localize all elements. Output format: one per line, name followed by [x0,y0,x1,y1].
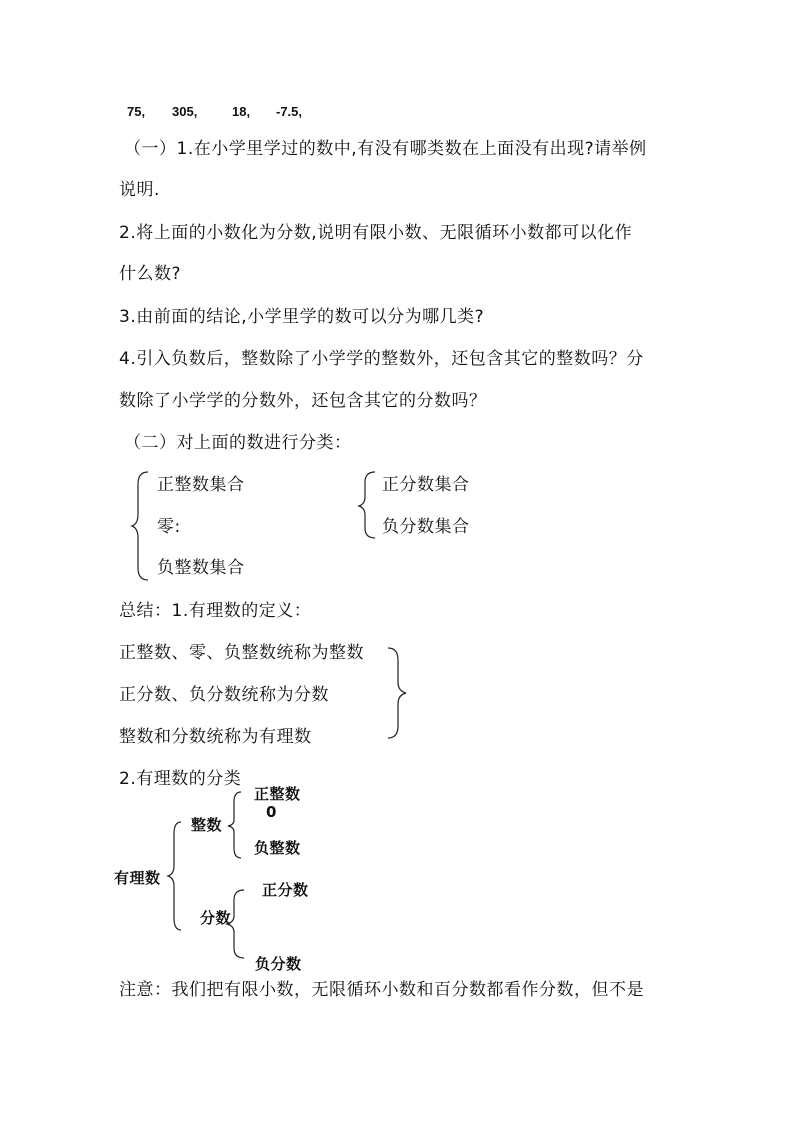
left-group-brace [132,470,152,582]
definition-rationals: 整数和分数统称为有理数 [119,727,312,747]
definition-fractions: 正分数、负分数统称为分数 [119,685,329,705]
question-4-line-2: 数除了小学学的分数外，还包含其它的分数吗？ [119,391,487,411]
tree-leaf-zero: 0 [266,803,277,821]
summary-heading: 总结：1.有理数的定义： [119,601,312,621]
group-item-zero: 零: [157,517,181,537]
group-item-positive-integers: 正整数集合 [157,475,245,495]
tree-root-rational-numbers: 有理数 [114,869,161,887]
question-1-line-1: （一）1.在小学里学过的数中,有没有哪类数在上面没有出现?请举例 [124,139,647,159]
tree-fraction-brace [226,888,246,960]
section-2-heading: （二）对上面的数进行分类： [124,433,352,453]
tree-node-integers: 整数 [191,816,223,834]
tree-integer-brace [227,790,243,860]
tree-node-fractions: 分数 [200,909,232,927]
classification-heading: 2.有理数的分类 [119,769,242,789]
number-item: 18, [232,104,251,119]
number-item: -7.5, [276,104,303,119]
definition-integers: 正整数、零、负整数统称为整数 [119,643,364,663]
note-text: 注意：我们把有限小数，无限循环小数和百分数都看作分数，但不是 [119,980,644,1000]
question-1-line-2: 说明. [119,180,160,200]
group-item-negative-fractions: 负分数集合 [382,517,470,537]
tree-leaf-negative-fractions: 负分数 [255,955,302,973]
tree-root-brace [167,820,183,932]
group-item-negative-integers: 负整数集合 [157,558,245,578]
right-group-brace [359,470,379,540]
tree-leaf-negative-integers: 负整数 [254,839,301,857]
question-2-line-1: 2.将上面的小数化为分数,说明有限小数、无限循环小数都可以化作 [119,223,633,243]
question-3: 3.由前面的结论,小学里学的数可以分为哪几类? [119,307,485,327]
question-4-line-1: 4.引入负数后，整数除了小学学的整数外，还包含其它的整数吗？分 [119,349,644,369]
tree-leaf-positive-integers: 正整数 [254,785,301,803]
number-item: 305, [172,104,198,119]
question-2-line-2: 什么数? [119,264,182,284]
number-item: 75, [127,104,146,119]
number-list [127,104,427,122]
tree-leaf-positive-fractions: 正分数 [262,881,309,899]
definitions-brace [386,646,408,740]
group-item-positive-fractions: 正分数集合 [382,475,470,495]
